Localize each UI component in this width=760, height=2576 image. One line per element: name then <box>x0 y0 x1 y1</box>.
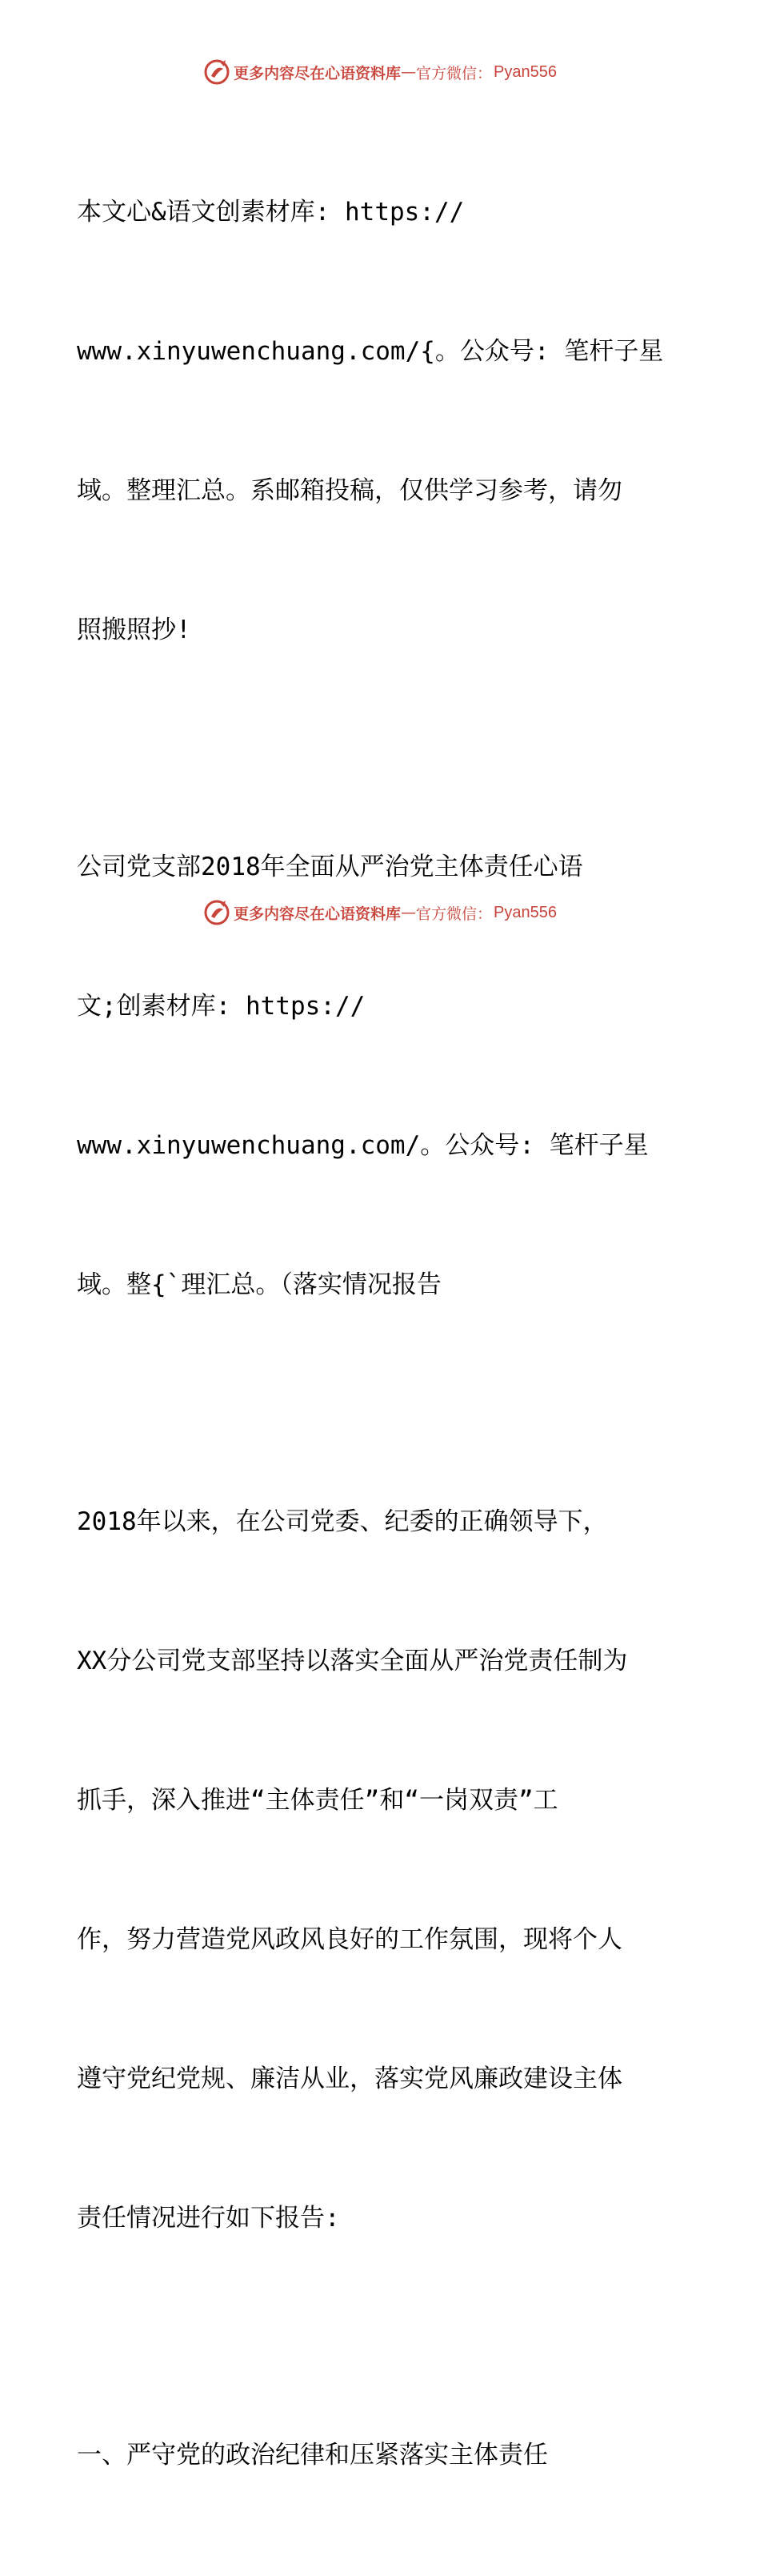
banner-text: 更多内容尽在心语资料库 <box>234 905 402 923</box>
banner-dash: — <box>401 904 417 921</box>
logo-icon <box>203 899 230 926</box>
paragraph-1 <box>77 96 709 746</box>
document-body <box>77 96 709 2576</box>
banner-wechat-id: Pyan556 <box>494 62 557 81</box>
text-line: 公司党支部2018年全面从严治党主体责任心语 <box>77 853 583 881</box>
banner-text: 更多内容尽在心语资料库 <box>234 64 402 82</box>
text-line: XX分公司党支部坚持以落实全面从严治党责任制为 <box>77 1647 628 1675</box>
text-line: 抓手，深入推进“主体责任”和“一岗双责”工 <box>77 1786 558 1815</box>
text-line: 本文心&语文创素材库: https:// <box>77 198 465 227</box>
text-line: 作，努力营造党风政风良好的工作氛围，现将个人 <box>77 1925 622 1954</box>
banner-official: 官方微信： <box>416 64 493 82</box>
text-line: 遵守党纪党规、廉洁从业，落实党风廉政建设主体 <box>77 2064 622 2093</box>
text-line: 一、严守党的政治纪律和压紧落实主体责任 <box>77 2441 548 2470</box>
text-line: 2018年以来，在公司党委、纪委的正确领导下， <box>77 1507 608 1536</box>
text-line: www.xinyuwenchuang.com/。公众号: 笔杆子星 <box>77 1131 649 1160</box>
logo-icon <box>203 58 230 86</box>
text-line: 责任情况进行如下报告: <box>77 2204 340 2233</box>
paragraph-3 <box>77 1406 709 2334</box>
text-line: 文;创素材库: https:// <box>77 992 366 1021</box>
banner-wechat-id: Pyan556 <box>494 903 557 921</box>
header-banner <box>0 56 760 88</box>
footer-banner <box>0 897 760 929</box>
text-line: 域。整{`理汇总。（落实情况报告 <box>77 1270 442 1299</box>
banner-official: 官方微信： <box>416 905 493 923</box>
text-line: www.xinyuwenchuang.com/{。公众号: 笔杆子星 <box>77 337 664 366</box>
text-line: 域。整理汇总。系邮箱投稿，仅供学习参考，请勿 <box>77 476 622 505</box>
banner-dash: — <box>401 63 417 81</box>
paragraph-2 <box>77 751 709 1401</box>
section-heading <box>77 2339 709 2571</box>
text-line: 照搬照抄! <box>77 616 191 644</box>
